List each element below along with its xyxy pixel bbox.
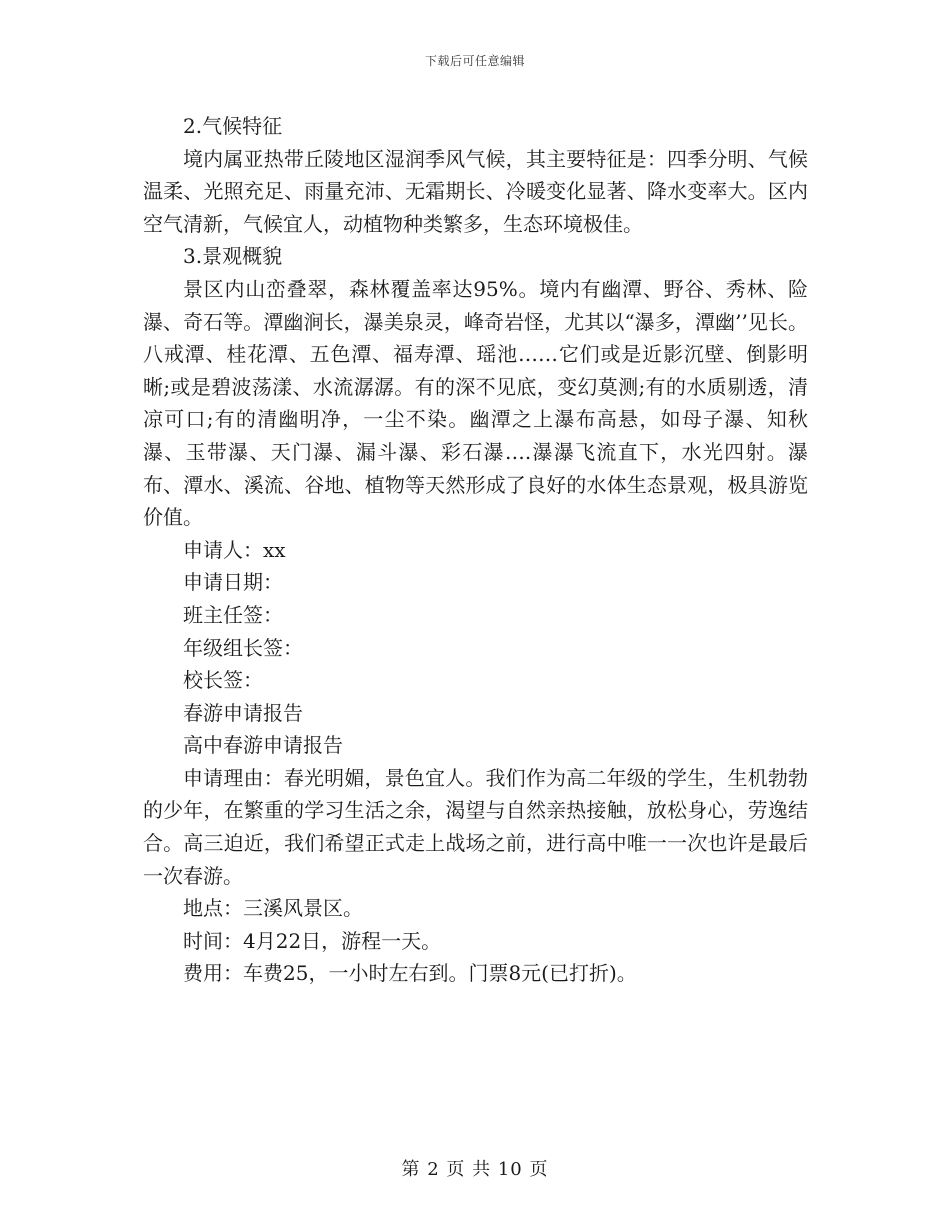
page-header-note: 下载后可任意编辑 <box>424 54 525 68</box>
applicant-line: 申请人：xx <box>183 537 286 562</box>
cost-line: 费用：车费25，一小时左右到。门票8元(已打折)。 <box>183 961 637 986</box>
document-title: 春游申请报告 <box>183 700 303 725</box>
paragraph-landscape: 景区内山峦叠翠，森林覆盖率达95%。境内有幽潭、野谷、秀林、险瀑、奇石等。潭幽涧长，瀑美泉灵，峰奇岩怪，尤其以“瀑多，潭幽’’见长。八戒潭、桂花潭、五色潭、福寿潭、瑶池……它们或是近影沉壁、倒影明晰;或是碧波荡漾、水流潺潺。有的深不见底，变幻莫测;有的水质剔透，清凉可口;有的清幽明净，一尘不染。幽潭之上瀑布高悬，如母子瀑、知秋瀑、玉带瀑、天门瀑、漏斗瀑、彩石瀑….瀑瀑飞流直下，水光四射。瀑布、潭水、溪流、谷地、植物等天然形成了良好的水体生态景观，极具游览价值。 <box>143 276 808 530</box>
paragraph-climate: 境内属亚热带丘陵地区湿润季风气候，其主要特征是：四季分明、气候温柔、光照充足、雨量充沛、无霜期长、冷暖变化显著、降水变率大。区内空气清新，气候宜人，动植物种类繁多，生态环境极佳。 <box>143 146 808 236</box>
document-subtitle: 高中春游申请报告 <box>183 733 343 758</box>
document-body <box>143 110 808 990</box>
grade-leader-signature-line: 年级组长签： <box>183 635 303 660</box>
time-line: 时间：4月22日，游程一天。 <box>183 928 442 953</box>
paragraph-reason: 申请理由：春光明媚，景色宜人。我们作为高二年级的学生，生机勃勃的少年，在繁重的学习生活之余，渴望与自然亲热接触，放松身心，劳逸结合。高三迫近，我们希望正式走上战场之前，进行高中唯一一次也许是最后一次春游。 <box>143 765 808 888</box>
location-line: 地点：三溪风景区。 <box>183 896 363 921</box>
class-teacher-signature-line: 班主任签： <box>183 602 283 627</box>
page-number: 第 2 页 共 10 页 <box>401 1159 549 1180</box>
section-heading-landscape: 3.景观概貌 <box>183 244 283 269</box>
application-date-line: 申请日期： <box>183 570 283 595</box>
principal-signature-line: 校长签： <box>183 668 263 693</box>
section-heading-climate: 2.气候特征 <box>183 114 283 138</box>
